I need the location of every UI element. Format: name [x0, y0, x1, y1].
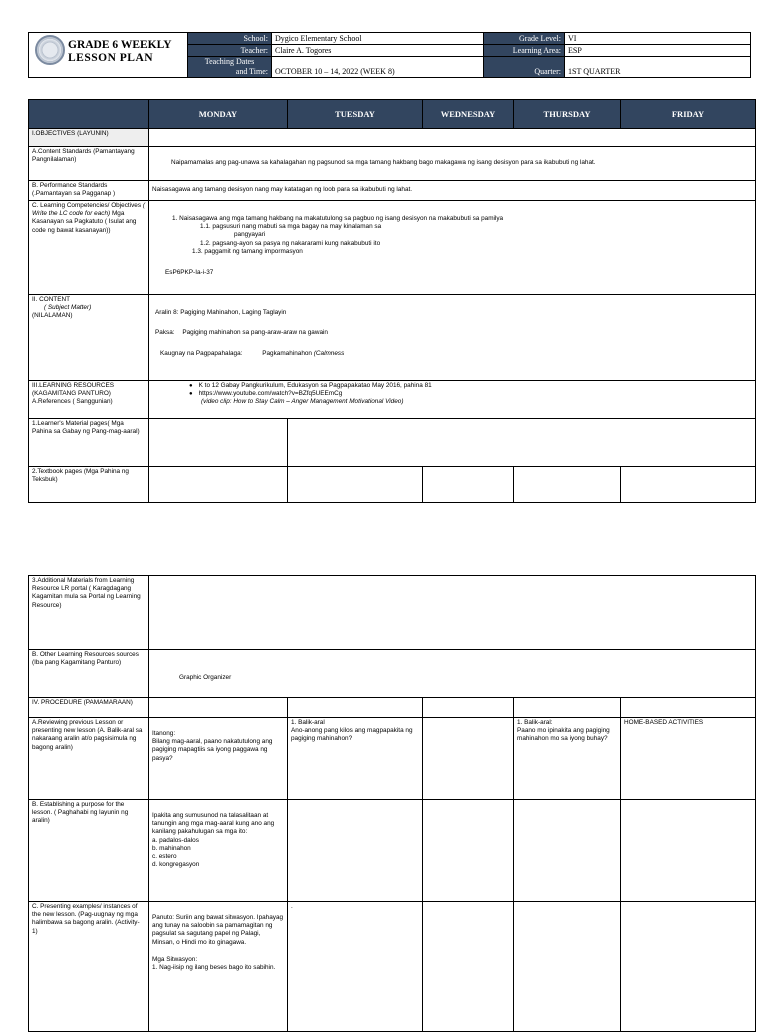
content-label-a: II. CONTENT [32, 296, 70, 303]
proc-friday [621, 698, 756, 718]
lesson-table-1 [28, 99, 756, 503]
day-header-row [29, 100, 756, 129]
resources-body [149, 381, 756, 419]
competency-1-3: 1.3. paggamit ng tamang impormasyon [192, 247, 303, 255]
proc-tuesday [288, 698, 423, 718]
examples-monday [149, 902, 288, 1032]
purpose-monday-text: Ipakita ang sumusunod na talasalitaan at tanungin ang mga mag-aaral kung ano ang kanilang pakahulugan sa mga ito: [152, 812, 275, 836]
home-based-activities: HOME-BASED ACTIVITIES [624, 719, 704, 726]
teacher-value: Claire A. Togores [272, 45, 484, 57]
performance-standards-value: Naisasagawa ang tamang desisyon nang may katatagan ng loob para sa ikabubuti ng lahat. [152, 186, 413, 194]
aralin-title: Aralin 8: Pagiging Mahinahon, Laging Taglayin [155, 309, 287, 316]
dates-label [188, 57, 272, 78]
other-resources-label: B. Other Learning Resources sources (Iba pang Kagamitang Panturo) [29, 650, 149, 698]
other-resources-monday: Graphic Organizer [179, 673, 232, 681]
purpose-word-a: a. padalos-dalos [152, 836, 199, 844]
paksa-value: Pagiging mahinahon sa pang-araw-araw na gawain [182, 329, 328, 337]
purpose-wednesday [423, 800, 514, 902]
content-standards-value: Naipamamalas ang pag-unawa sa kahalagahan ng pagsunod sa mga tamang hakbang bago makagawa ng isang desisyon para sa ikabubuti ng lahat. [171, 159, 596, 167]
review-label: A.Reviewing previous Lesson or presenting new lesson (A. Balik-aral sa nakaraang aralin at/o pagsisimula ng bagong aralin) [29, 718, 149, 800]
school-value: Dygico Elementary School [272, 33, 484, 45]
additional-materials-body [149, 576, 756, 650]
area-value: ESP [565, 45, 751, 57]
tb-monday [149, 467, 288, 503]
day-wednesday: WEDNESDAY [423, 100, 514, 129]
procedure-row [29, 698, 756, 718]
performance-standards-text [149, 181, 756, 201]
review-monday-text: Bilang mag-aaral, paano nakatutulong ang pagiging mapagtiis sa iyong paggawa ng pasya? [152, 738, 273, 762]
competency-code: EsP6PKP-Ia-i-37 [165, 269, 214, 277]
day-tuesday: TUESDAY [288, 100, 423, 129]
quarter-value [565, 57, 751, 78]
content-label-italic: ( Subject Matter) [44, 304, 92, 312]
competencies-label-italic: ( Write the LC code for each) [32, 202, 145, 218]
review-friday [621, 718, 756, 800]
quarter-label [484, 57, 565, 78]
grade-value: VI [565, 33, 751, 45]
procedure-label: IV. PROCEDURE (PAMAMARAAN) [29, 698, 149, 718]
examples-monday-item1: 1. Nag-iisip ng ilang beses bago ito sabihin. [152, 964, 276, 972]
header-table [28, 32, 751, 78]
review-thursday [514, 718, 621, 800]
deped-seal-logo [35, 35, 65, 65]
content-label [29, 295, 149, 381]
review-monday-q: Itanong: [152, 730, 176, 737]
content-label-b: (NILALAMAN) [32, 312, 73, 320]
area-label: Learning Area: [484, 45, 565, 57]
competencies-label-b: Mga Kasanayan sa Pagkatuto ( Isulat ang code ng bawat kasanayan)) [32, 210, 137, 234]
dates-value [272, 57, 484, 78]
purpose-word-b: b. mahinahon [152, 844, 191, 852]
examples-tuesday-text: . [291, 903, 293, 910]
other-resources-row [29, 650, 756, 698]
content-standards-text [149, 147, 756, 181]
tb-thursday [514, 467, 621, 503]
purpose-row [29, 800, 756, 902]
objectives-label: I.OBJECTIVES (LAYUNIN) [29, 129, 149, 147]
objectives-content [149, 129, 756, 147]
review-tuesday [288, 718, 423, 800]
paksa-label: Paksa: [155, 329, 175, 337]
examples-label: C. Presenting examples/ instances of the new lesson. (Pag-uugnay ng mga halimbawa sa bagong aralin. (Activity-1) [29, 902, 149, 1032]
day-thursday: THURSDAY [514, 100, 621, 129]
day-friday: FRIDAY [621, 100, 756, 129]
reference-2-link[interactable]: ● https://www.youtube.com/watch?v=BZfq5UEEmCg [189, 390, 752, 398]
other-resources-body [149, 650, 756, 698]
purpose-friday [621, 800, 756, 902]
content-standards-label: A.Content Standards (Pamantayang Pangnilalaman) [29, 147, 149, 181]
tb-tuesday [288, 467, 423, 503]
teacher-label: Teacher: [188, 45, 272, 57]
title-cell [29, 33, 188, 78]
kaugnay-italic: (Calmness [313, 350, 345, 358]
reference-1: ● K to 12 Gabay Pangkurikulum, Edukasyon sa Pagpapakatao May 2016, pahina 81 [189, 382, 752, 390]
textbook-row [29, 467, 756, 503]
learners-material-row [29, 419, 756, 467]
lesson-table-2 [28, 575, 756, 1032]
tb-friday [621, 467, 756, 503]
content-body [149, 295, 756, 381]
review-thursday-text: Paano mo ipinakita ang pagiging mahinahon mo sa iyong buhay? [517, 727, 610, 743]
tb-wednesday [423, 467, 514, 503]
purpose-tuesday [288, 800, 423, 902]
header-block [28, 32, 750, 78]
review-tuesday-text: Ano-anong pang kilos ang magpapakita ng pagiging mahinahon? [291, 727, 413, 743]
quarter-label-text: Quarter: [534, 67, 561, 76]
dates-label-line2: and Time: [235, 67, 268, 76]
competencies-row [29, 201, 756, 295]
review-thursday-title: 1. Balik-aral: [517, 719, 553, 726]
purpose-monday [149, 800, 288, 902]
review-monday [149, 718, 288, 800]
purpose-label: B. Establishing a purpose for the lesson. ( Paghahabi ng layunin ng aralin) [29, 800, 149, 902]
lm-rest [288, 419, 756, 467]
competency-1: 1. Naisasagawa ang mga tamang hakbang na makatutulong sa pagbuo ng isang desisyon na makabubuti sa pamilya [172, 215, 504, 222]
competencies-label [29, 201, 149, 295]
competencies-content [149, 201, 756, 295]
plan-title [68, 39, 172, 65]
competency-1-1-cont: pangyayari [234, 231, 266, 239]
review-wednesday [423, 718, 514, 800]
resources-label [29, 381, 149, 419]
references-label: A.References ( Sanggunian) [32, 398, 113, 406]
performance-standards-label: B. Performance Standards (.Pamantayan sa Pagganap ) [29, 181, 149, 201]
grade-label: Grade Level: [484, 33, 565, 45]
examples-monday-heading: Mga Sitwasyon: [152, 955, 198, 963]
content-standards-row [29, 147, 756, 181]
textbook-label: 2.Textbook pages (Mga Pahina ng Teksbuk) [29, 467, 149, 503]
purpose-word-c: c. estero [152, 853, 177, 861]
examples-tuesday [288, 902, 423, 1032]
lesson-plan-table-page2 [28, 575, 755, 1032]
competency-1-1: 1.1. pagsusuri nang mabuti sa mga bagay na may kinalaman sa [200, 223, 382, 231]
lm-monday [149, 419, 288, 467]
purpose-word-d: d. kongregasyon [152, 861, 200, 869]
additional-materials-row [29, 576, 756, 650]
proc-monday [149, 698, 288, 718]
additional-materials-label: 3.Additional Materials from Learning Resource LR portal ( Karagdagang Kagamitan mula sa Portal ng Learning Resource) [29, 576, 149, 650]
proc-thursday [514, 698, 621, 718]
review-row [29, 718, 756, 800]
proc-wednesday [423, 698, 514, 718]
kaugnay-line [152, 350, 752, 358]
reference-3: (video clip: How to Stay Calm – Anger Management Motivational Video) [201, 398, 404, 406]
kaugnay-label: Kaugnay na Pagpapahalaga: [160, 350, 243, 358]
examples-monday-instructions: Panuto: Suriin ang bawat sitwasyon. Ipahayag ang tunay na saloobin sa pamamagitan ng pagsulat sa sagutang papel ng Palagi, Minsan, o Hindi mo ito ginagawa. [152, 914, 284, 946]
day-header-blank [29, 100, 149, 129]
school-label: School: [188, 33, 272, 45]
plan-title-line2: LESSON PLAN [68, 52, 154, 64]
lesson-plan-table-page1 [28, 99, 755, 503]
review-tuesday-title: 1. Balik-aral [291, 719, 325, 726]
quarter-text: 1ST QUARTER [568, 67, 621, 76]
objectives-row [29, 129, 756, 147]
resources-label-a: III.LEARNING RESOURCES (KAGAMITANG PANTURO) [32, 382, 115, 398]
paksa-line [152, 329, 752, 337]
dates-text: OCTOBER 10 – 14, 2022 (WEEK 8) [275, 67, 395, 76]
performance-standards-row [29, 181, 756, 201]
competencies-label-a: C. Learning Competencies/ Objectives [32, 202, 142, 209]
examples-friday [621, 902, 756, 1032]
examples-row [29, 902, 756, 1032]
dates-label-line1: Teaching Dates [204, 57, 255, 66]
content-row [29, 295, 756, 381]
learners-material-label: 1.Learner's Material pages( Mga Pahina sa Gabay ng Pang-mag-aaral) [29, 419, 149, 467]
resources-row [29, 381, 756, 419]
plan-title-line1: GRADE 6 WEEKLY [68, 39, 172, 51]
purpose-thursday [514, 800, 621, 902]
examples-thursday [514, 902, 621, 1032]
examples-wednesday [423, 902, 514, 1032]
kaugnay-value: Pagkamahinahon [262, 350, 312, 358]
competency-1-2: 1.2. pagsang-ayon sa pasya ng nakararami kung nakabubuti ito [200, 239, 381, 247]
day-monday: MONDAY [149, 100, 288, 129]
